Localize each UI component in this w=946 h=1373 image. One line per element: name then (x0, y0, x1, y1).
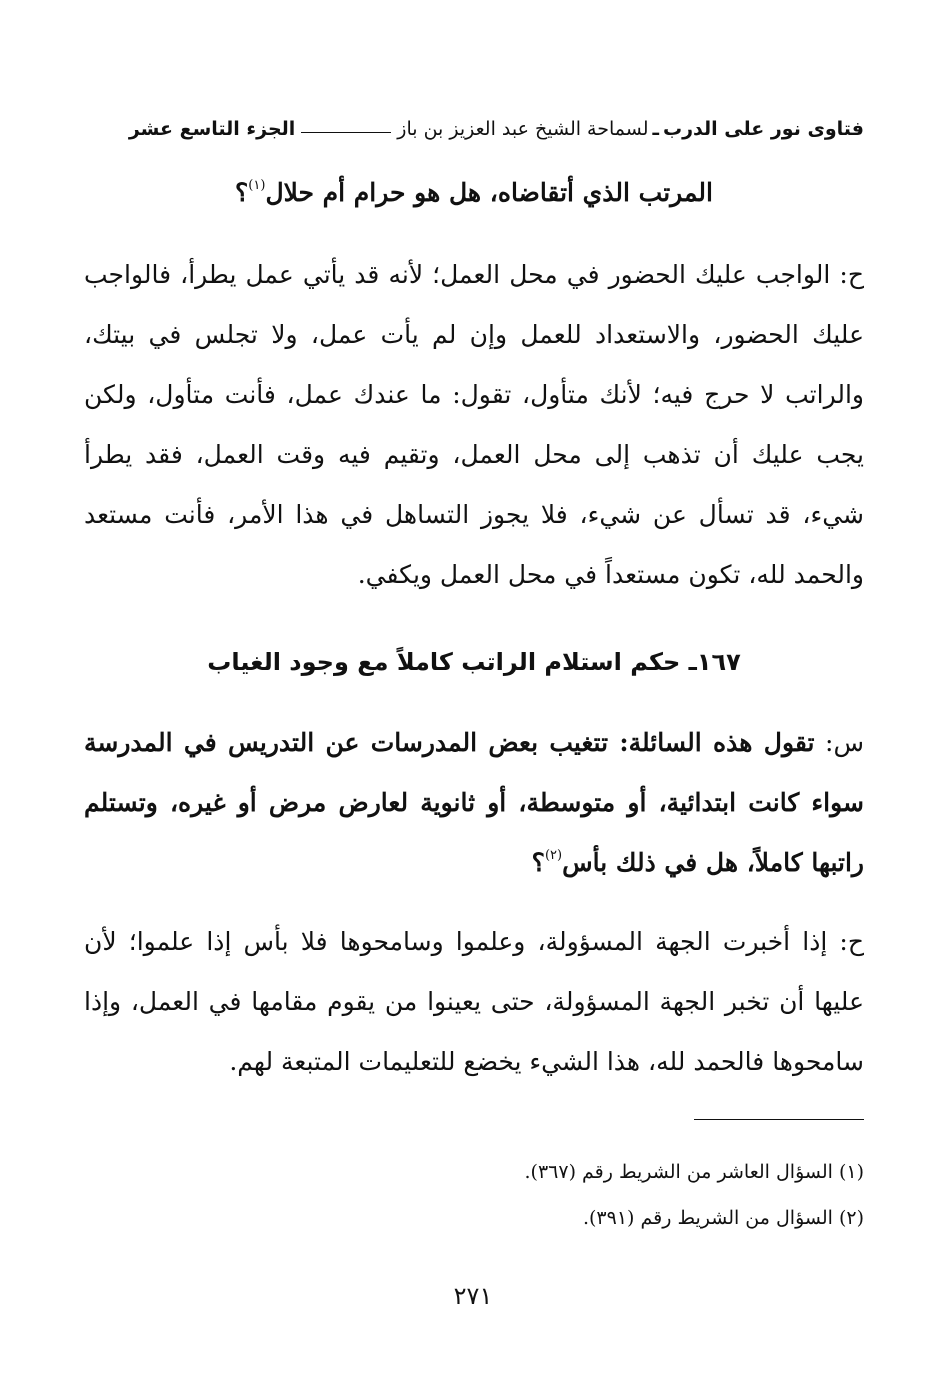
footnote-ref-1: (١) (248, 178, 266, 193)
header-dash: ـ (652, 118, 659, 140)
footnote-separator (694, 1119, 864, 1120)
answer-1: ح: الواجب عليك الحضور في محل العمل؛ لأنه قد يأتي عمل يطرأ، فالواجب عليك الحضور، والاستعداد للعمل وإن لم يأت عمل، ولا تجلس في بيتك، والراتب لا حرج فيه؛ لأنك متأول، تقول: ما عندك عمل، فأنت متأول، ولكن يجب عليك أن تذهب إلى محل العمل، وتقيم فيه وقت العمل، فقد يطرأ شيء، قد تسأل عن شيء، فلا يجوز التساهل في هذا الأمر، فأنت مستعد والحمد لله، تكون مستعداً في محل العمل ويكفي. (84, 260, 864, 589)
question-2-mark: ؟ (531, 848, 545, 877)
question-2-text: تقول هذه السائلة: تتغيب بعض المدرسات عن التدريس في المدرسة سواء كانت ابتدائية، أو متوسطة، أو ثانوية لعارض مرض أو غيره، وتستلم راتبها كاملاً، هل في ذلك بأس (84, 728, 864, 877)
section-heading: ١٦٧ـ حكم استلام الراتب كاملاً مع وجود الغياب (207, 648, 741, 676)
answer-2: ح: إذا أخبرت الجهة المسؤولة، وعلموا وسامحوها فلا بأس إذا علموا؛ لأن عليها أن تخبر الجهة المسؤولة، حتى يعينوا من يقوم مقامها في العمل، وإذا سامحوها فالحمد لله، هذا الشيء يخضع للتعليمات المتبعة لهم. (84, 927, 864, 1076)
question-label: س: (814, 728, 865, 757)
book-title: فتاوى نور على الدرب (663, 118, 864, 140)
running-header (84, 113, 864, 145)
footnote-2: (٢) السؤال من الشريط رقم (٣٩١). (582, 1207, 864, 1229)
question-continuation (84, 163, 864, 223)
question-mark: ؟ (235, 178, 249, 207)
volume-part: الجزء التاسع عشر (128, 118, 296, 140)
header-rule (301, 132, 391, 133)
question-2 (84, 713, 864, 893)
footnote-1: (١) السؤال العاشر من الشريط رقم (٣٦٧). (524, 1161, 864, 1183)
page-number: ٢٧١ (453, 1282, 493, 1310)
author-name: لسماحة الشيخ عبد العزيز بن باز (397, 118, 649, 140)
question-tail-text: المرتب الذي أتقاضاه، هل هو حرام أم حلال (265, 178, 713, 207)
footnote-ref-2: (٢) (544, 848, 563, 863)
